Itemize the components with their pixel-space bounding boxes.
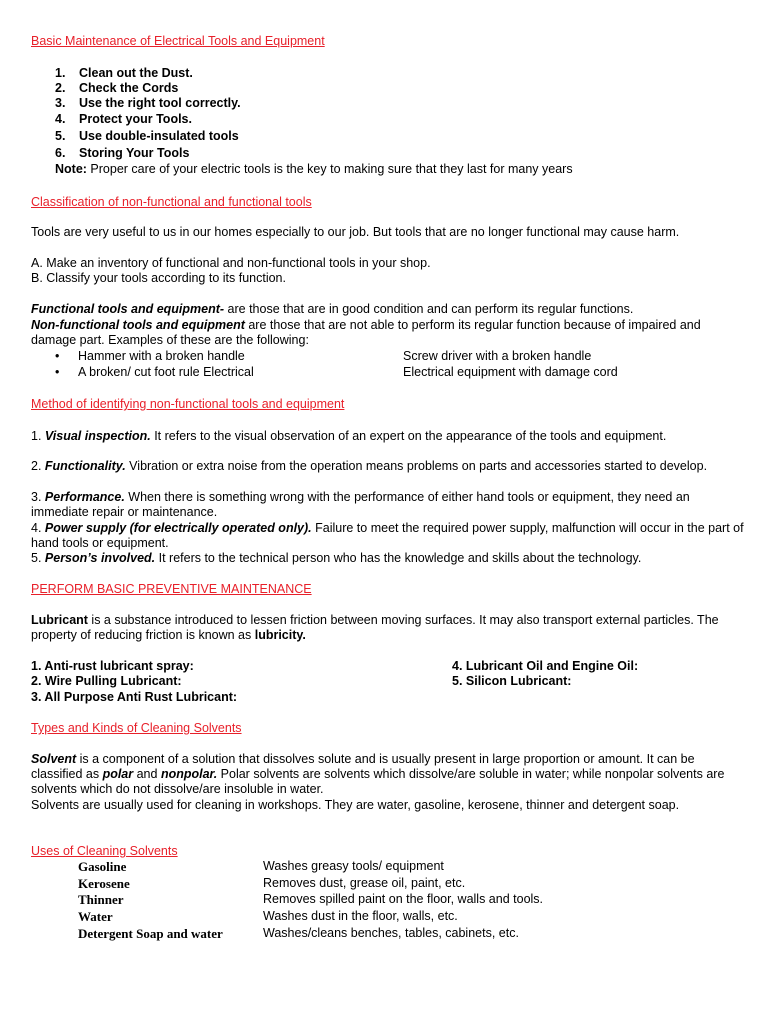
nonfunctional-definition: Non-functional tools and equipment are those that are not able to perform its regular function because of impaired and damage part. Examples of these are the following: bbox=[31, 318, 701, 347]
list-item: 5. Use double-insulated tools bbox=[55, 129, 239, 143]
functional-definition: Functional tools and equipment- are those that are in good condition and can perform its regular functions. bbox=[31, 302, 634, 316]
list-item: 1. Visual inspection. It refers to the visual observation of an expert on the appearance of the tools and equipment. bbox=[31, 429, 667, 443]
list-item: 1. Clean out the Dust. bbox=[55, 66, 193, 80]
list-item: 5. Person’s involved. It refers to the technical person who has the knowledge and skills about the technology. bbox=[31, 551, 642, 565]
bullet-icon: • bbox=[55, 349, 60, 363]
list-item: 4. Power supply (for electrically operated only). Failure to meet the required power supply, malfunction will occur in the part of hand tools or equipment. bbox=[31, 521, 744, 550]
list-item: 3. Performance. When there is something wrong with the performance of either hand tools or equipment, they need an immediate repair or maintenance. bbox=[31, 490, 690, 519]
section-heading-uses: Uses of Cleaning Solvents bbox=[31, 844, 178, 858]
list-item: 3. Use the right tool correctly. bbox=[55, 96, 241, 110]
table-row: Gasoline Washes greasy tools/ equipment bbox=[78, 859, 444, 874]
table-row: Kerosene Removes dust, grease oil, paint, etc. bbox=[78, 876, 466, 891]
lubricant-item: 4. Lubricant Oil and Engine Oil: bbox=[452, 659, 639, 673]
lubricant-item: 2. Wire Pulling Lubricant: bbox=[31, 674, 182, 688]
list-item: 4. Protect your Tools. bbox=[55, 112, 192, 126]
lubricant-item: 3. All Purpose Anti Rust Lubricant: bbox=[31, 690, 238, 704]
paragraph-intro: Tools are very useful to us in our homes especially to our job. But tools that are no longer functional may cause harm. bbox=[31, 225, 680, 239]
solvent-definition: Solvent is a component of a solution that dissolves solute and is usually present in large proportion or amount. It can be classified as polar and nonpolar. Polar solvents are solvents which dissolve/are soluble in water; while nonpolar solvents are solvents which do not dissolve/are insoluble in water. bbox=[31, 752, 725, 796]
section-heading-classification: Classification of non-functional and functional tools bbox=[31, 195, 312, 209]
section-heading-maintenance: Basic Maintenance of Electrical Tools and Equipment bbox=[31, 34, 325, 48]
list-item: • A broken/ cut foot rule Electrical Electrical equipment with damage cord bbox=[55, 365, 618, 379]
solvent-usage: Solvents are usually used for cleaning in workshops. They are water, gasoline, kerosene, thinner and detergent soap. bbox=[31, 798, 680, 812]
lubricant-item: 5. Silicon Lubricant: bbox=[452, 674, 572, 688]
table-row: Detergent Soap and water Washes/cleans benches, tables, cabinets, etc. bbox=[78, 926, 519, 941]
section-heading-solvents: Types and Kinds of Cleaning Solvents bbox=[31, 721, 242, 735]
paragraph-a: A. Make an inventory of functional and non-functional tools in your shop. bbox=[31, 256, 431, 270]
list-item: 2. Functionality. Vibration or extra noise from the operation means problems on parts and accessories started to develop. bbox=[31, 459, 708, 473]
section-heading-preventive: PERFORM BASIC PREVENTIVE MAINTENANCE bbox=[31, 582, 312, 596]
list-item: • Hammer with a broken handle Screw driver with a broken handle bbox=[55, 349, 592, 363]
table-row: Water Washes dust in the floor, walls, etc. bbox=[78, 909, 458, 924]
section-heading-method: Method of identifying non-functional tools and equipment bbox=[31, 397, 345, 411]
list-item: 6. Storing Your Tools bbox=[55, 146, 190, 160]
lubricant-item: 1. Anti-rust lubricant spray: bbox=[31, 659, 194, 673]
lubricant-definition: Lubricant is a substance introduced to lessen friction between moving surfaces. It may also transport external particles. The property of reducing friction is known as lubricity. bbox=[31, 613, 719, 642]
list-item: 2. Check the Cords bbox=[55, 81, 179, 95]
bullet-icon: • bbox=[55, 365, 60, 379]
note: Note: Proper care of your electric tools is the key to making sure that they last for many years bbox=[55, 162, 573, 176]
paragraph-b: B. Classify your tools according to its function. bbox=[31, 271, 286, 285]
table-row: Thinner Removes spilled paint on the floor, walls and tools. bbox=[78, 892, 544, 907]
